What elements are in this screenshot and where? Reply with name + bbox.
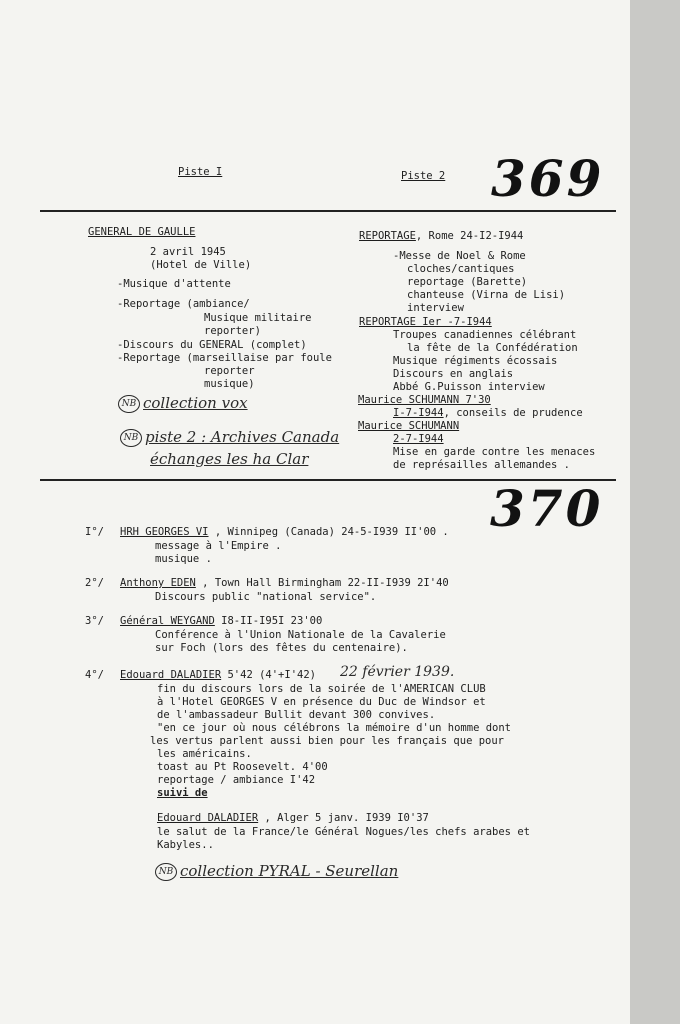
rep1-place: , Rome 24-I2-I944 [415,230,524,242]
note-1-text: collection vox [143,394,248,412]
item-3-num: 3°/ [85,615,104,627]
left-title: GENERAL DE GAULLE [88,226,196,238]
last-line: le salut de la France/le Général Nogues/les chefs arabes et [157,826,530,838]
schumann-1-date [393,407,583,420]
left-line: -Reportage (marseillaise par foule [117,352,332,364]
last-heading [157,812,429,825]
item-1-rest: , Winnipeg (Canada) 24-5-I939 II'00 . [208,526,449,538]
right-reportage-1 [359,230,523,243]
item-4-line: les américains. [157,748,252,760]
last-name: Edouard DALADIER [157,812,259,824]
right-line: interview [407,302,464,314]
handwritten-note-1 [118,394,248,413]
schumann-1-name: Maurice SCHUMANN 7'30 [358,394,491,406]
item-1-num: I°/ [85,526,104,538]
page-edge [630,0,680,1024]
nb-circle-icon: NB [118,395,140,413]
item-4-line: "en ce jour où nous célébrons la mémoire d'un homme dont [157,722,512,734]
handwritten-note-3 [155,862,398,881]
right-reportage-2: REPORTAGE Ier -7-I944 [359,316,492,328]
item-4-num: 4°/ [85,669,104,681]
right-line: Abbé G.Puisson interview [393,381,545,393]
left-line: -Musique d'attente [117,278,231,290]
note-3-text: collection PYRAL - Seurellan [180,862,399,880]
item-4-line: toast au Pt Roosevelt. 4'00 [157,761,328,773]
s1-rest: , conseils de prudence [443,407,583,419]
item-1-heading [120,526,449,539]
item-3-heading [120,615,322,628]
item-4-name: Edouard DALADIER [120,669,222,681]
nb-circle-icon: NB [155,863,177,881]
item-3-line: sur Foch (lors des fêtes du centenaire). [155,642,408,654]
right-line: reportage (Barette) [407,276,528,288]
item-4-suivi: suivi de [157,787,208,799]
left-line: reporter) [204,325,261,337]
right-line: Discours en anglais [393,368,514,380]
item-2-name: Anthony EDEN [120,577,196,589]
right-line: chanteuse (Virna de Lisi) [407,289,566,301]
item-4-line: les vertus parlent aussi bien pour les français que pour [150,735,505,747]
left-line: -Reportage (ambiance/ [117,298,250,310]
item-4-handwritten-date: 22 février 1939. [340,664,455,680]
left-place: (Hotel de Ville) [150,259,252,271]
item-1-line: message à l'Empire . [155,540,282,552]
left-line: Musique militaire [204,312,312,324]
item-2-line: Discours public "national service". [155,591,377,603]
right-line: Troupes canadiennes célébrant [393,329,577,341]
item-4-heading [120,669,316,682]
top-rule [40,210,616,212]
right-line: la fête de la Confédération [407,342,578,354]
right-line: de représailles allemandes . [393,459,571,471]
s1-date: I-7-I944 [393,407,444,419]
left-line: reporter [204,365,255,377]
schumann-2-date: 2-7-I944 [393,433,444,445]
handwritten-note-2 [120,428,339,447]
item-2-heading [120,577,449,590]
item-4-line: fin du discours lors de la soirée de l'AMERICAN CLUB [157,683,486,695]
note-2-line-1: piste 2 : Archives Canada [145,428,340,446]
right-line: cloches/cantiques [407,263,515,275]
item-4-line: reportage / ambiance I'42 [157,774,316,786]
item-2-num: 2°/ [85,577,104,589]
piste-2-label: Piste 2 [401,170,446,182]
item-4-rest: 5'42 (4'+I'42) [221,669,316,681]
last-rest: , Alger 5 janv. I939 I0'37 [258,812,429,824]
item-3-line: Conférence à l'Union Nationale de la Cavalerie [155,629,446,641]
left-line: -Discours du GENERAL (complet) [117,339,307,351]
note-2-line-2: échanges les ha Clar [150,450,309,468]
item-4-line: à l'Hotel GEORGES V en présence du Duc de Windsor et [157,696,486,708]
schumann-2-name: Maurice SCHUMANN [358,420,460,432]
item-1-name: HRH GEORGES VI [120,526,209,538]
piste-1-label: Piste I [178,166,223,178]
left-line: musique) [204,378,255,390]
item-1-line: musique . [155,553,212,565]
nb-circle-icon: NB [120,429,142,447]
last-line: Kabyles.. [157,839,214,851]
item-3-name: Général WEYGAND [120,615,215,627]
item-2-rest: , Town Hall Birmingham 22-II-I939 2I'40 [195,577,449,589]
right-line: Musique régiments écossais [393,355,558,367]
rep1-title: REPORTAGE [359,230,416,242]
record-number-370: 370 [490,479,604,538]
item-4-line: de l'ambassadeur Bullit devant 300 convives. [157,709,436,721]
record-number-369: 369 [491,149,605,208]
left-date: 2 avril 1945 [150,246,226,258]
right-line: -Messe de Noel & Rome [393,250,526,262]
item-3-rest: I8-II-I95I 23'00 [214,615,323,627]
right-line: Mise en garde contre les menaces [393,446,596,458]
